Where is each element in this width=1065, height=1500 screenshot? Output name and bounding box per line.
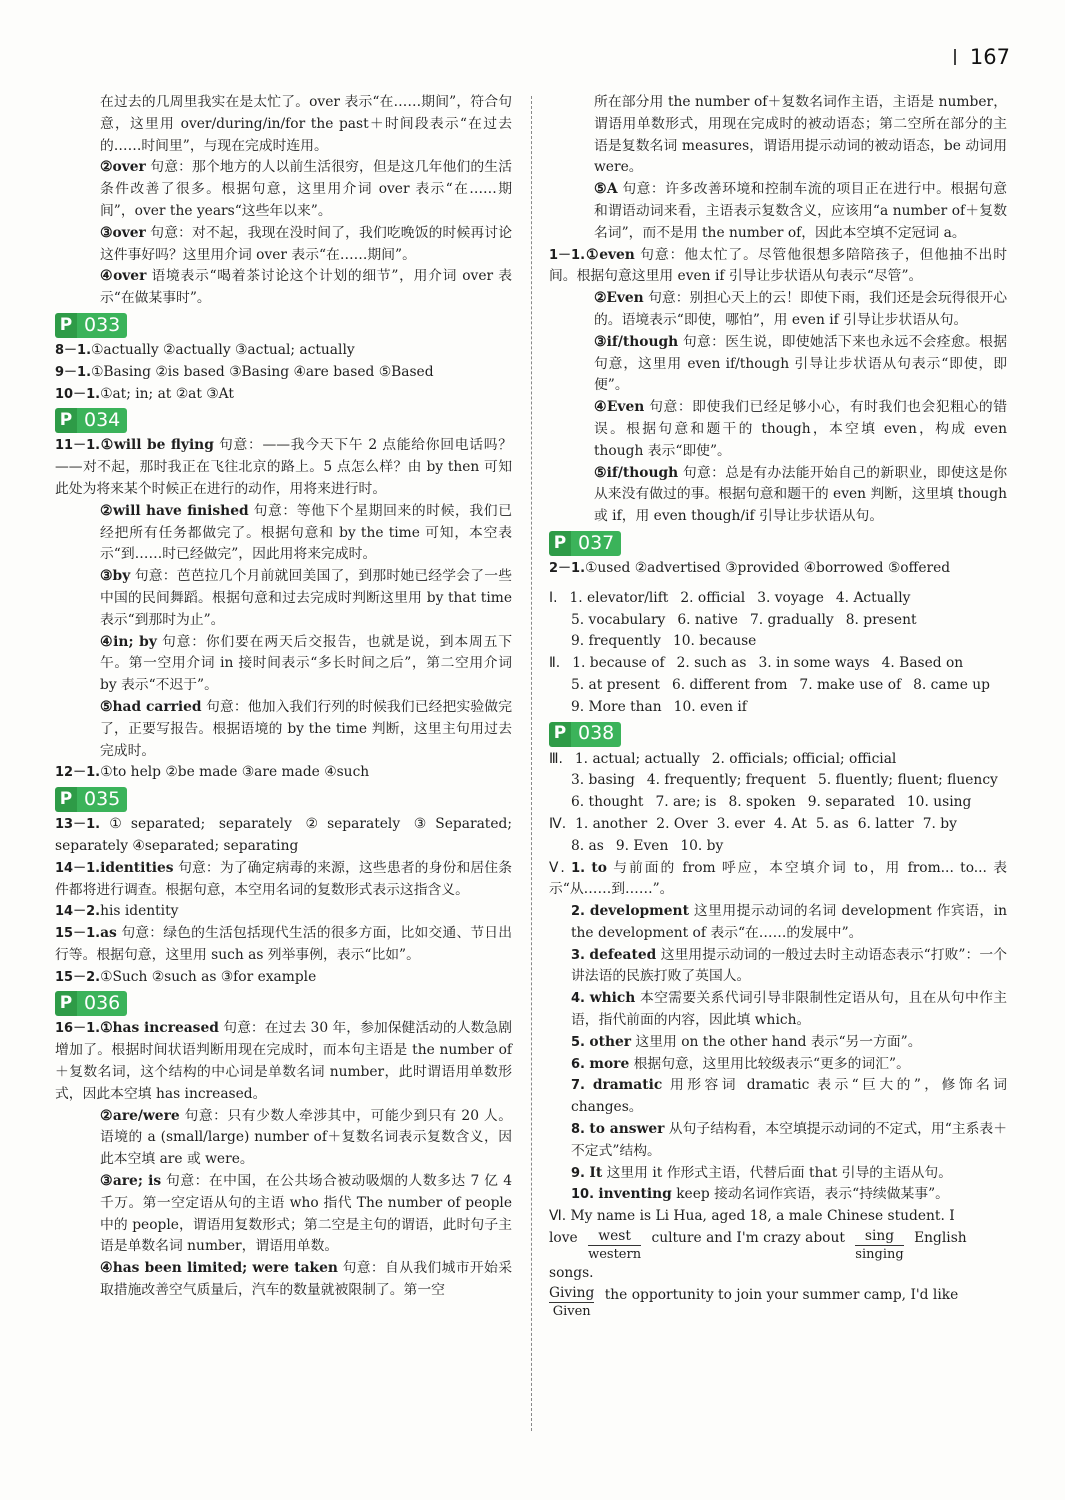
answer-row — [549, 610, 1007, 632]
answer-text: ①to help ②be made ③are made ④such — [100, 764, 370, 781]
answer-key: defeated — [589, 946, 657, 963]
answer-explanation: 语境表示“喝着茶讨论这个计划的细节”，用介词 over 表示“在做某事时”。 — [100, 268, 513, 307]
answer-cell: 7. by — [922, 815, 957, 832]
answer-key: It — [589, 1164, 603, 1181]
answer-item — [55, 1018, 512, 1105]
answer-cell: 9. frequently — [571, 633, 661, 650]
question-number: 2－1. — [549, 560, 586, 576]
answer-text: ①separated; separately ②separately ③Separated; separately ④separated; separating — [55, 816, 512, 854]
answer-cell: 7. are; is — [655, 794, 717, 811]
answer-cell: 3. voyage — [757, 589, 824, 606]
section-II — [549, 653, 1007, 718]
section-label: Ⅰ. — [549, 589, 558, 606]
answer-cell: 3. basing — [571, 772, 635, 789]
answer-item — [55, 266, 512, 310]
answer-line — [55, 384, 512, 406]
p-icon: P — [549, 531, 571, 556]
question-number: 3. — [571, 947, 585, 963]
answer-key: which — [589, 990, 636, 1007]
answer-item — [549, 463, 1007, 528]
answer-item — [55, 858, 512, 902]
section-badge-036 — [55, 991, 127, 1016]
answer-row — [549, 653, 1007, 675]
badge-number: 037 — [571, 531, 621, 556]
answer-item — [55, 1106, 512, 1171]
correction — [855, 1228, 903, 1263]
answer-line — [55, 967, 512, 989]
answer-key: ⑤had carried — [100, 698, 202, 715]
essay-line — [549, 1263, 1007, 1285]
section-035 — [55, 814, 512, 988]
answer-row — [549, 792, 1007, 814]
answer-key: ②will have finished — [100, 502, 249, 519]
section-I — [549, 588, 1007, 653]
answer-cell: 1. actual; actually — [574, 750, 700, 767]
essay-text: culture and I'm crazy about — [651, 1230, 845, 1247]
answer-cell: 10. because — [672, 633, 757, 650]
answer-cell: 2. Over — [656, 815, 708, 832]
section-VI — [549, 1206, 1007, 1320]
essay-text: My name is Li Hua, aged 18, a male Chinese student. I — [570, 1208, 955, 1225]
essay-text: the opportunity to join your summer camp, I'd like — [604, 1286, 959, 1303]
answer-line — [55, 762, 512, 784]
p-icon: P — [55, 408, 77, 433]
answer-cell: 9. Even — [615, 837, 669, 854]
answer-key: dramatic — [592, 1077, 663, 1094]
answer-explanation: 句意：在中国，在公共场合被动吸烟的人数多达 7 亿 4 千万。第一空定语从句的主语 who 指代 The number of people 中的 people，谓语用复数形式；第二空是主句的谓语，此时句子主语是单数名词 number，谓语用单数。 — [100, 1173, 512, 1255]
answer-explanation: 这里用 it 作形式主语，代替后面 that 引导的主语从句。 — [602, 1164, 953, 1181]
answer-explanation: 句意：即使我们已经足够小心，有时我们也会犯粗心的错误。根据句意和题干的 though，本空填 even，构成 even though 表示“即使”。 — [594, 399, 1007, 459]
column-divider — [531, 96, 532, 1431]
section-034 — [55, 435, 512, 784]
answer-line — [55, 901, 512, 923]
answer-explanation: 句意：在过去 30 年，参加保健活动的人数急剧增加了。根据时间状语判断用现在完成时，而本句主语是 the number of＋复数名词，这个结构的中心词是单数名词 number，此时谓语用单数形式，因此本空填 has increased。 — [55, 1020, 513, 1102]
answer-cell: 2. official — [680, 589, 746, 606]
answer-cell: 4. Actually — [835, 589, 911, 606]
answer-cell: 7. gradually — [749, 611, 834, 628]
answer-explanation: 句意：那个地方的人以前生活很穷，但是这几年他们的生活条件改善了很多。根据句意，这里用介词 over 表示“在……期间”，over the years“这些年以来”。 — [100, 159, 512, 219]
answer-explanation: 根据句意，这里用比较级表示“更多的词汇”。 — [629, 1055, 910, 1072]
right-column — [549, 92, 1007, 1320]
answer-key: ④has been limited; were taken — [100, 1260, 338, 1277]
answer-text: ①actually ②actually ③actual; actually — [91, 341, 355, 358]
answer-row — [549, 631, 1007, 653]
section-III — [549, 749, 1007, 814]
answer-item — [55, 501, 512, 566]
answer-item — [55, 223, 512, 267]
answer-explanation: 句意：许多改善环境和控制车流的项目正在进行中。根据句意和谓语动词来看，主语表示复数含义，应该用“a number of＋复数名词”，而不是用 the number of，因此本空填不定冠词 a。 — [594, 181, 1007, 241]
answer-explanation: 句意：医生说，即使她活下来也永远不会痊愈。根据句意，这里用 even if/though 引导让步状语从句表示“即使，即便”。 — [594, 333, 1007, 394]
answer-cell: 3. ever — [716, 815, 765, 832]
answer-text: ①Basing ②is based ③Basing ④are based ⑤Based — [91, 363, 434, 380]
answer-key: other — [589, 1033, 632, 1050]
question-number: 1－1. — [549, 247, 586, 263]
original-word: west — [588, 1228, 641, 1246]
answer-cell: 8. came up — [913, 676, 990, 693]
answer-explanation: 句意：为了确定病毒的来源，这些患者的身份和居住条件都将进行调查。根据句意，本空用名词的复数形式表示这指含义。 — [55, 859, 512, 898]
question-number: 14－1. — [55, 860, 101, 876]
question-number: 1. — [571, 860, 586, 876]
essay-text: love — [549, 1230, 578, 1247]
section-label: Ⅵ. — [549, 1208, 567, 1225]
answer-line — [55, 814, 512, 858]
section-IV — [549, 814, 1007, 858]
answer-key: ②Even — [594, 290, 644, 307]
answer-explanation: 本空需要关系代词引导非限制性定语从句，且在从句中作主语，指代前面的内容，因此填 which。 — [571, 990, 1007, 1029]
page-number: 167 — [969, 45, 1010, 69]
section-badge-033 — [55, 313, 127, 338]
answer-item — [55, 697, 512, 762]
answer-explanation: 句意：自从我们城市开始采取措施改善空气质量后，汽车的数量就被限制了。第一空 — [100, 1260, 512, 1299]
question-number: 10－1. — [55, 386, 101, 402]
section-badge-037 — [549, 531, 621, 556]
answer-key: ②over — [100, 159, 146, 176]
answer-cell: 5. as — [815, 815, 849, 832]
answer-key: ③over — [100, 224, 146, 241]
answer-row — [549, 675, 1007, 697]
answer-explanation: 这里用 on the other hand 表示“另一方面”。 — [631, 1033, 922, 1050]
badge-number: 035 — [77, 787, 127, 812]
essay-text: English — [914, 1230, 967, 1247]
answer-item — [549, 945, 1007, 989]
answer-cell: 5. fluently; fluent; fluency — [817, 772, 998, 789]
answer-cell: 10. even if — [673, 698, 747, 715]
answer-line — [549, 558, 1007, 580]
answer-explanation: 句意：他加入我们行列的时候我们已经把实验做完了，正要写报告。根据语境的 by the time 判断，这里主句用过去完成时。 — [100, 698, 512, 759]
question-number: 10. — [571, 1187, 595, 1203]
answer-item — [549, 988, 1007, 1032]
original-word: Giving — [549, 1284, 595, 1301]
answer-cell: 8. as — [571, 837, 604, 854]
section-label: Ⅲ. — [549, 750, 563, 767]
question-number: 8－1. — [55, 342, 92, 358]
answer-cell: 2. officials; official; official — [711, 750, 897, 767]
answer-text: ①at; in; at ②at ③At — [100, 385, 234, 402]
answer-key: development — [589, 903, 689, 920]
answer-line — [55, 340, 512, 362]
question-number: 15－2. — [55, 969, 101, 985]
answer-key: ③by — [100, 568, 131, 585]
question-number: 7. — [571, 1078, 585, 1094]
answer-item — [549, 1163, 1007, 1185]
answer-cell: 7. make use of — [799, 676, 902, 693]
answer-explanation: 句意：只有少数人牵涉其中，可能少到只有 20 人。语境的 a (small/large) number of＋复数名词表示复数含义，因此本空填 are 或 were。 — [100, 1107, 512, 1168]
section-V — [549, 858, 1007, 1207]
essay-line — [549, 1228, 1007, 1263]
answer-row — [549, 814, 1007, 836]
answer-cell: 4. Based on — [881, 655, 964, 672]
badge-number: 034 — [77, 408, 127, 433]
question-number: 9. — [571, 1165, 585, 1181]
answer-line — [55, 362, 512, 384]
intro-paragraph: 在过去的几周里我实在是太忙了。over 表示“在……期间”，符合句意，这里用 over/during/in/for the past＋时间段表示“在过去的……时间里”，与现在完成时连用。 — [100, 94, 512, 154]
badge-number: 033 — [77, 313, 127, 338]
answer-item — [549, 901, 1007, 945]
answer-explanation: 句意：他太忙了。尽管他很想多陪陪孩子，但他抽不出时间。根据句意这里用 even if 引导让步状语从句表示“尽管”。 — [549, 246, 1007, 285]
question-number: 11－1. — [55, 438, 101, 454]
answer-item — [549, 288, 1007, 332]
answer-row — [549, 749, 1007, 771]
question-number: 9－1. — [55, 364, 92, 380]
answer-cell: 5. at present — [571, 676, 660, 693]
answer-cell: 6. latter — [857, 815, 914, 832]
answer-cell: 2. such as — [676, 655, 747, 672]
answer-explanation: 句意：你们要在两天后交报告，也就是说，到本周五下午。第一空用介词 in 接时间表示“多长时间之后”，第二空用介词 by 表示“不迟于”。 — [100, 633, 512, 694]
answer-explanation: 句意：等他下个星期回来的时候，我们已经把所有任务都做完了。根据句意和 by the time 可知，本空表示“到……时已经做完”，因此用将来完成时。 — [100, 502, 512, 563]
question-number: 16－1. — [55, 1021, 101, 1037]
answer-explanation: 句意：芭芭拉几个月前就回美国了，到那时她已经学会了一些中国的民间舞蹈。根据句意和过去完成时判断这里用 by that time 表示“到那时为止”。 — [100, 568, 512, 628]
corrected-word: Given — [552, 1303, 591, 1319]
section-label: Ⅴ. — [549, 859, 565, 876]
question-number: 6. — [571, 1056, 585, 1072]
answer-explanation: 句意：总是有办法能开始自己的新职业，即使这是你从来没有做过的事。根据句意和题干的 even 判断，这里填 though 或 if，用 even though/if 引导让步状语从句。 — [594, 464, 1007, 525]
over-items — [55, 157, 512, 310]
p-icon: P — [55, 313, 77, 338]
even-section — [549, 245, 1007, 528]
answer-item — [549, 1119, 1007, 1163]
section-badge-035 — [55, 787, 127, 812]
question-number: 2. — [571, 904, 585, 920]
answer-item — [549, 1032, 1007, 1054]
answer-key: as — [100, 925, 117, 942]
answer-key: ①has increased — [100, 1020, 219, 1037]
answer-explanation: 句意：别担心天上的云！即使下雨，我们还是会玩得很开心的。语境表示“即使，哪怕”，用 even if 引导让步状语从句。 — [594, 290, 1007, 328]
answer-cell: 1. elevator/lift — [569, 589, 669, 606]
answer-text: his identity — [100, 903, 179, 920]
answer-text: ①used ②advertised ③provided ④borrowed ⑤offered — [585, 559, 951, 576]
answer-key: identities — [100, 859, 174, 876]
section-badge-038 — [549, 722, 621, 747]
corrected-word: singing — [855, 1247, 904, 1263]
answer-key: ④in; by — [100, 633, 157, 650]
answer-key: ④Even — [594, 399, 645, 416]
answer-explanation: 用形容词 dramatic 表示“巨大的”，修饰名词 changes。 — [571, 1077, 1007, 1116]
answer-row — [549, 588, 1007, 610]
question-number: 4. — [571, 991, 585, 1007]
answer-cell: 5. vocabulary — [571, 611, 666, 628]
answer-item — [549, 1075, 1007, 1119]
answer-row — [549, 770, 1007, 792]
left-column — [55, 92, 512, 1302]
correction — [549, 1285, 594, 1320]
section-033 — [55, 340, 512, 405]
page-header — [954, 45, 1010, 69]
answer-explanation: 与前面的 from 呼应，本空填介词 to，用 from... to... 表示“从……到……”。 — [549, 859, 1008, 898]
answer-cell: 9. More than — [571, 698, 662, 715]
answer-cell: 10. by — [680, 837, 724, 854]
continued-paragraph: 所在部分用 the number of＋复数名词作主语，主语是 number，谓语用单数形式，用现在完成时的被动语态；第二空所在部分的主语是复数名词 measures，谓语用提示动词的被动语态，be 动词用 were。 — [594, 94, 1007, 176]
answer-key: ③if/though — [594, 333, 679, 350]
question-number: 5. — [571, 1034, 585, 1050]
answer-item — [549, 332, 1007, 397]
original-word: sing — [855, 1228, 903, 1246]
answer-cell: 6. native — [677, 611, 738, 628]
question-number: 12－1. — [55, 765, 101, 781]
answer-explanation: 句意：绿色的生活包括现代生活的很多方面，比如交通、节日出行等。根据句意，这里用 such as 列举事例，表示“比如”。 — [55, 925, 512, 963]
answer-cell: 8. present — [845, 611, 917, 628]
answer-cell: 4. At — [774, 815, 807, 832]
answer-item — [55, 632, 512, 697]
section-label: Ⅱ. — [549, 655, 561, 672]
p-icon: P — [55, 787, 77, 812]
section-label: Ⅳ. — [549, 815, 567, 832]
question-number: 14－2. — [55, 904, 101, 920]
section-badge-034 — [55, 408, 127, 433]
answer-item — [55, 1171, 512, 1258]
answer-explanation: 这里用提示动词的名词 development 作宾语，in the development of 表示“在……的发展中”。 — [571, 903, 1007, 941]
answer-cell: 9. separated — [807, 794, 895, 811]
essay-line — [549, 1206, 1007, 1228]
answer-explanation: keep 接动名词作宾语，表示“持续做某事”。 — [671, 1186, 949, 1203]
answer-item — [55, 923, 512, 967]
question-number: 8. — [571, 1122, 585, 1138]
badge-number: 036 — [77, 991, 127, 1016]
answer-explanation: 句意：——我今天下午 2 点能给你回电话吗？——对不起，那时我正在飞往北京的路上。5 点怎么样？由 by then 可知此处为将来某个时候正在进行的动作，用将来进行时。 — [55, 437, 512, 497]
answer-explanation: 这里用提示动词的一般过去时主动语态表示“打败”：一个讲法语的民族打败了英国人。 — [571, 946, 1007, 985]
answer-cell: 6. different from — [671, 676, 788, 693]
answer-item — [549, 1054, 1007, 1076]
answer-explanation: 从句子结构看，本空填提示动词的不定式，用“主系表＋不定式”结构。 — [571, 1121, 1007, 1159]
answer-key: ④over — [100, 268, 147, 285]
answer-item — [55, 435, 512, 500]
answer-cell: 10. using — [906, 794, 972, 811]
answer-cell: 4. frequently; frequent — [646, 772, 806, 789]
essay-text: songs. — [549, 1265, 594, 1282]
answer-item — [549, 397, 1007, 462]
corrected-word: western — [588, 1247, 642, 1263]
answer-text: ①Such ②such as ③for example — [100, 968, 317, 985]
header-divider — [954, 49, 956, 65]
answer-key: ②are/were — [100, 1107, 180, 1124]
answer-item — [549, 1184, 1007, 1206]
answer-key: ①will be flying — [100, 437, 214, 454]
answer-key: inventing — [598, 1186, 672, 1203]
answer-item — [549, 179, 1007, 244]
answer-key: ③are; is — [100, 1173, 162, 1190]
question-number: 15－1. — [55, 926, 101, 942]
p-icon: P — [55, 991, 77, 1016]
badge-number: 038 — [571, 722, 621, 747]
answer-key: ①even — [585, 246, 635, 263]
answer-key: ⑤if/though — [594, 464, 679, 481]
answer-explanation: 句意：对不起，我现在没时间了，我们吃晚饭的时候再讨论这件事好吗？这里用介词 over 表示“在……期间”。 — [100, 224, 512, 263]
answer-item — [55, 1258, 512, 1302]
answer-key: to — [591, 859, 607, 876]
answer-item — [549, 245, 1007, 289]
answer-row — [549, 836, 1007, 858]
answer-item — [55, 566, 512, 631]
question-number: 13－1. — [55, 817, 101, 833]
correction — [588, 1228, 641, 1263]
answer-cell: 6. thought — [571, 794, 644, 811]
answer-cell: 1. because of — [572, 655, 665, 672]
answer-row — [549, 697, 1007, 719]
answer-cell: 1. another — [575, 815, 648, 832]
answer-item — [549, 858, 1007, 902]
answer-cell: 8. spoken — [728, 794, 796, 811]
answer-key: more — [589, 1055, 630, 1072]
section-036 — [55, 1018, 512, 1301]
answer-key: to answer — [589, 1121, 665, 1138]
answer-item — [55, 157, 512, 222]
answer-cell: 3. in some ways — [758, 655, 870, 672]
p-icon: P — [549, 722, 571, 747]
answer-key: ⑤A — [594, 181, 618, 198]
essay-line — [549, 1285, 1007, 1320]
